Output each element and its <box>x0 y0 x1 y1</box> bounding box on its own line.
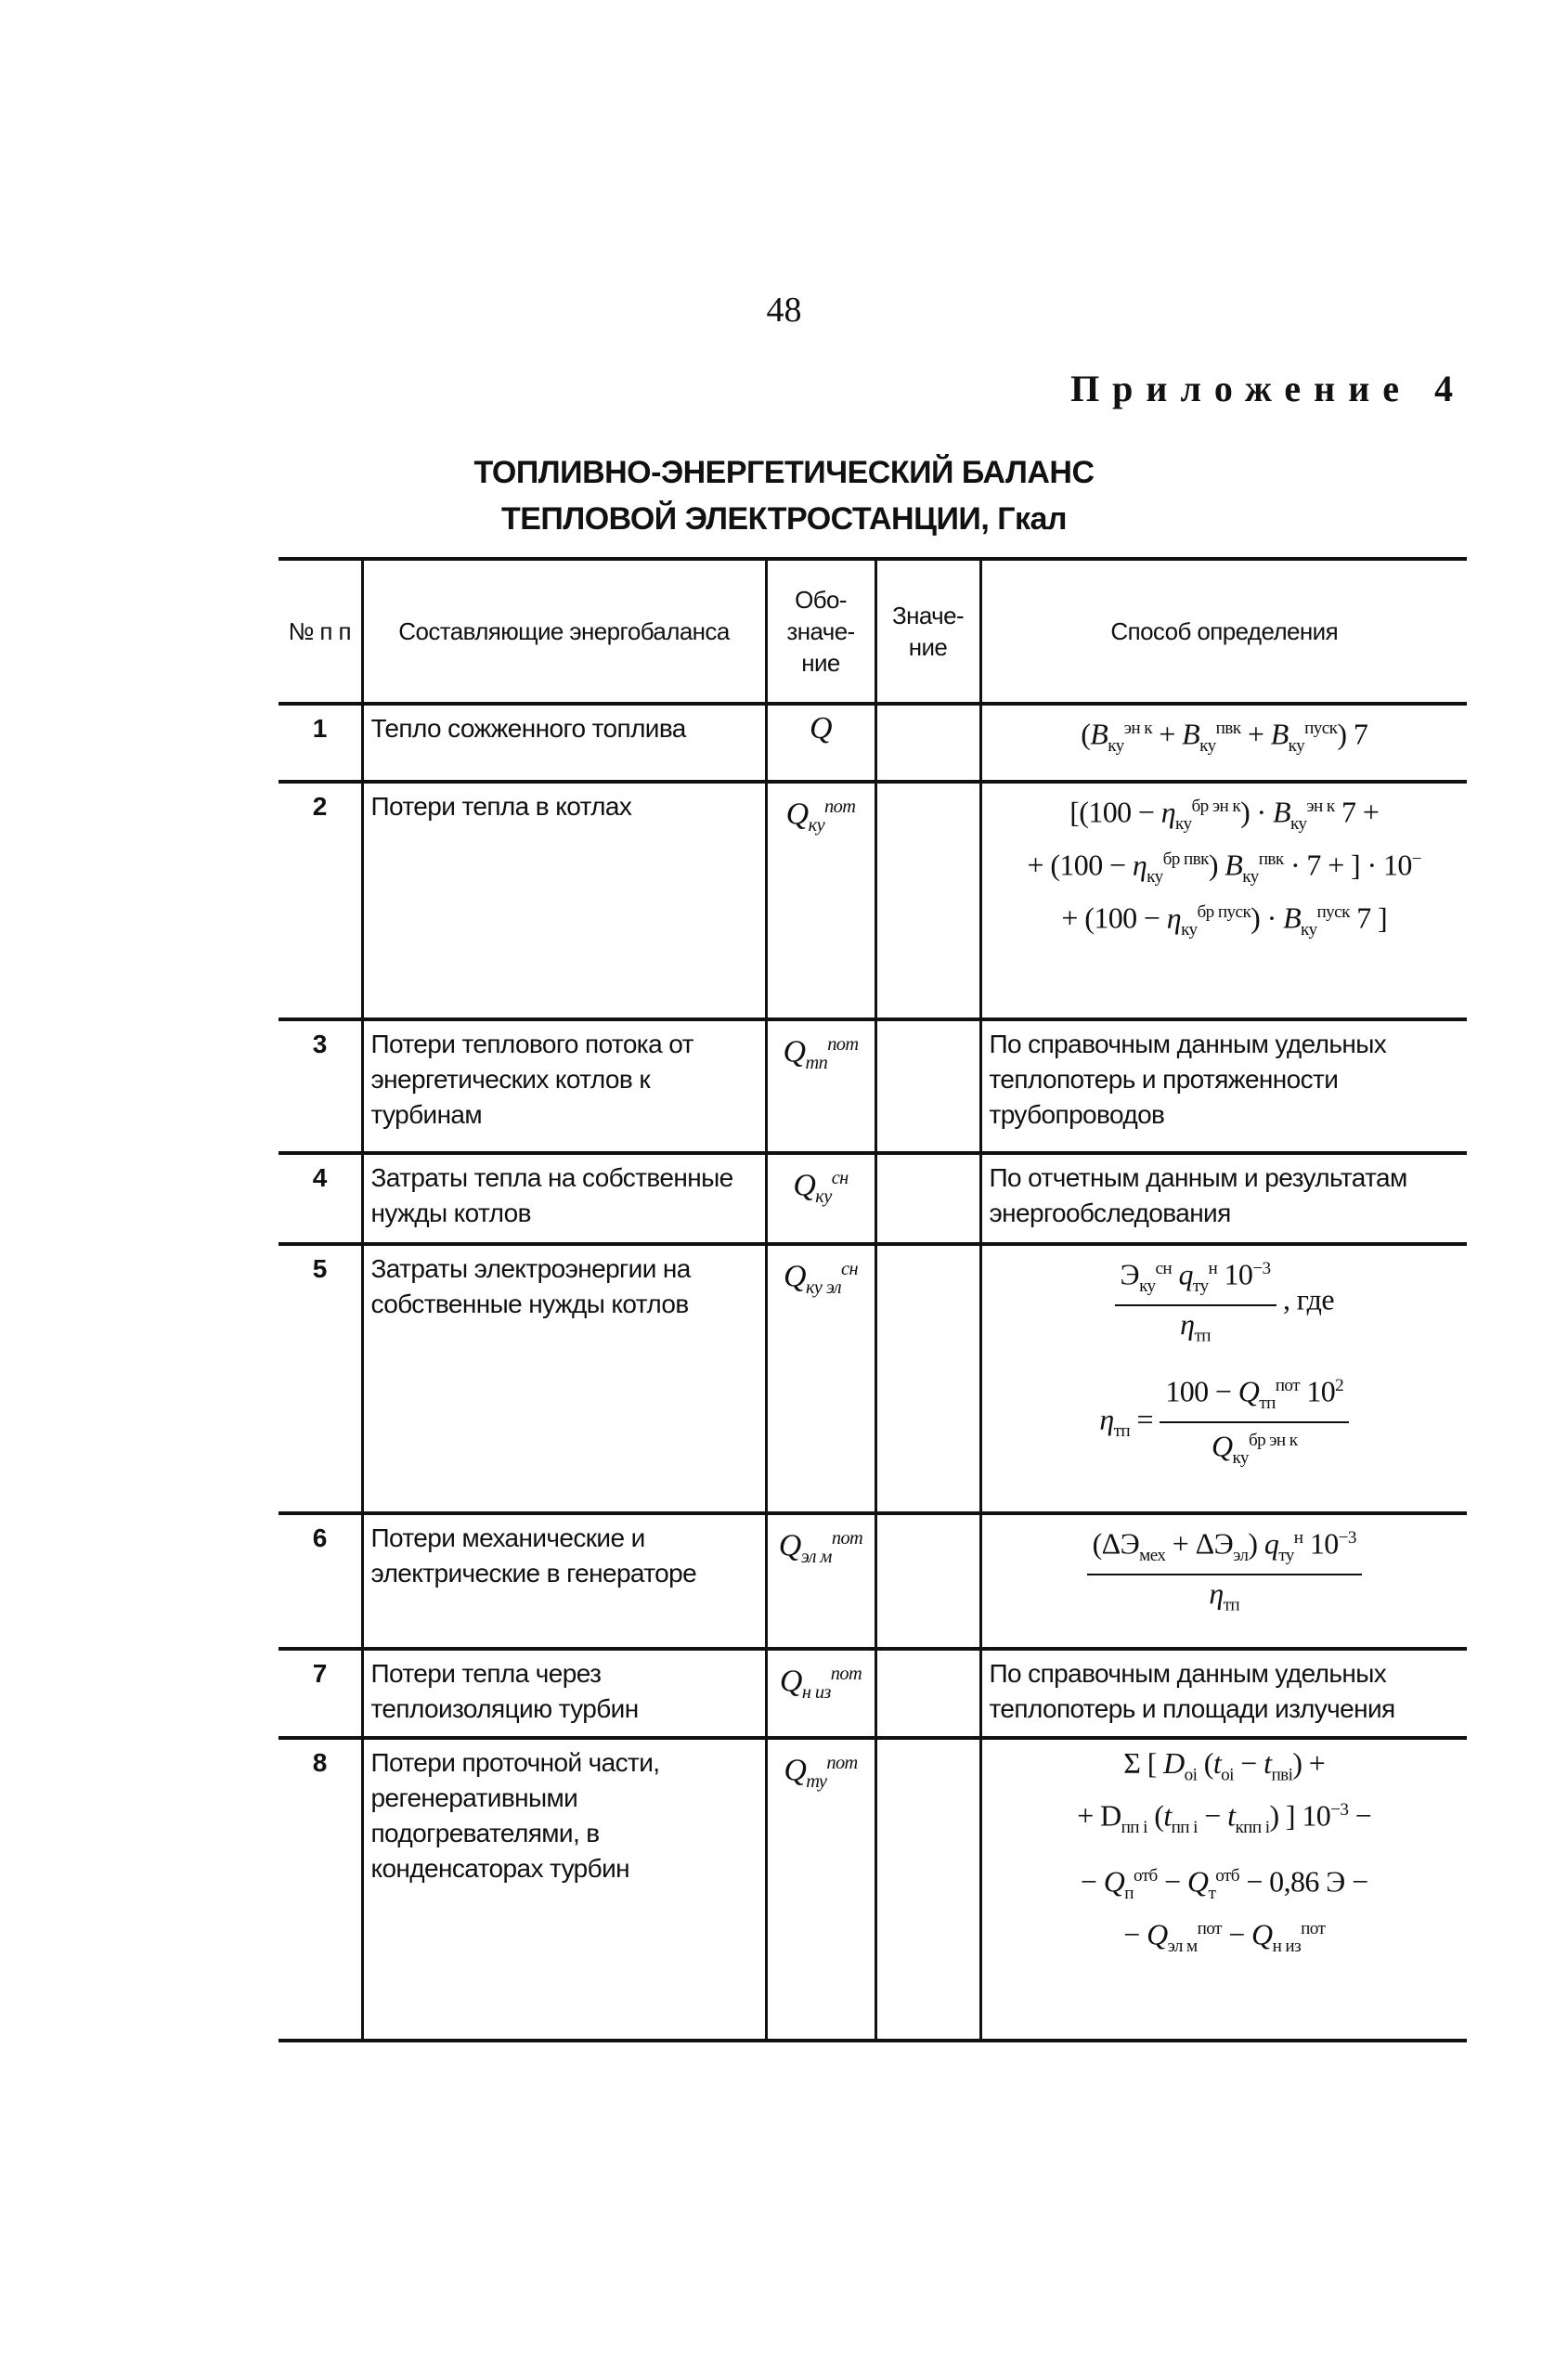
row-value <box>875 1738 980 2041</box>
row-component: Потери проточной части, регенеративными подогревателями, в конденсаторах турбин <box>362 1738 766 2041</box>
row-value <box>875 782 980 1019</box>
table-row <box>279 1019 1467 1153</box>
appendix-label: Приложение 4 <box>1070 368 1466 409</box>
table-row <box>279 1649 1467 1738</box>
row-method: По справочным данным удельных теплопотерь и площади излучения <box>980 1649 1467 1738</box>
header-value: Значе-ние <box>875 559 980 704</box>
row-component: Затраты электроэнергии на собственные нужды котлов <box>362 1244 766 1513</box>
row-method-formula: $\frac{(\Delta Э_{мех} + \Delta Э_{эл}) q_{ту}^н 10^{-3}}{\eta_{тп}}$ <box>980 1513 1467 1649</box>
row-value <box>875 1019 980 1153</box>
row-value <box>875 1153 980 1244</box>
document-title-line2: ТЕПЛОВОЙ ЭЛЕКТРОСТАНЦИИ, Гкал <box>500 501 1068 537</box>
row-symbol: $Q_{н из}^{пот}$ <box>766 1649 875 1738</box>
header-num: № п п <box>279 559 362 704</box>
row-symbol: $Q_{ку эл}^{сн}$ <box>766 1244 875 1513</box>
row-number: 8 <box>279 1738 362 2041</box>
table-row <box>279 1738 1467 2041</box>
header-method: Способ определения <box>980 559 1467 704</box>
row-symbol: Q <box>766 704 875 782</box>
document-title-line1: ТОПЛИВНО-ЭНЕРГЕТИЧЕСКИЙ БАЛАНС <box>473 455 1095 490</box>
row-value <box>875 1513 980 1649</box>
row-component: Затраты тепла на собственные нужды котлов <box>362 1153 766 1244</box>
row-symbol: $Q_{эл м}^{пот}$ <box>766 1513 875 1649</box>
row-symbol: $Q_{ту}^{пот}$ <box>766 1738 875 2041</box>
row-number: 3 <box>279 1019 362 1153</box>
table-header-row <box>279 559 1467 704</box>
header-component: Составляющие энергобаланса <box>362 559 766 704</box>
row-value <box>875 1649 980 1738</box>
row-method-formula: $(B_{ку}^{эн к} + B_{ку}^{пвк} + B_{ку}^{пуск})$ 7 <box>980 704 1467 782</box>
row-number: 4 <box>279 1153 362 1244</box>
table-row <box>279 782 1467 1019</box>
row-symbol: $Q_{тп}^{пот}$ <box>766 1019 875 1153</box>
header-symbol: Обо-значе-ние <box>766 559 875 704</box>
row-component: Потери механические и электрические в генераторе <box>362 1513 766 1649</box>
table-row <box>279 1244 1467 1513</box>
row-value <box>875 1244 980 1513</box>
row-component: Потери теплового потока от энергетических котлов к турбинам <box>362 1019 766 1153</box>
energy-balance-table <box>279 557 1467 2042</box>
row-component: Тепло сожженного топлива <box>362 704 766 782</box>
row-method: По справочным данным удельных теплопотерь и протяженности трубопроводов <box>980 1019 1467 1153</box>
row-value <box>875 704 980 782</box>
row-method-formula: Σ [ $D_{oi}$ $(t_{oi} - t_{пвi})$ + + $D_{пп i}$ $(t_{пп i} - t_{кпп i})$ ] $10^{-3}$ − − $Q_п^{отб} - Q_т^{отб} - 0,86$ Э − − $Q_{эл м}^{пот} - Q_{н из}^{пот}$ <box>980 1738 1467 2041</box>
row-method-formula: $\frac{Э_{ку}^{сн} q_{ту}^н 10^{-3}}{\eta_{тп}}$ , где $\eta_{тп}$ = $\frac{100 - Q_{тп}^{пот} 10^2}{Q_{ку}^{бр эн к}}$ <box>980 1244 1467 1513</box>
row-component: Потери тепла в котлах <box>362 782 766 1019</box>
row-symbol: $Q_{ку}^{пот}$ <box>766 782 875 1019</box>
row-number: 7 <box>279 1649 362 1738</box>
table-row <box>279 704 1467 782</box>
table-row <box>279 1513 1467 1649</box>
page-number: 48 <box>766 291 802 330</box>
row-method-formula: [$(100 - \eta_{ку}^{бр эн к}) \cdot B_{ку}^{эн к}$ 7 + + $(100 - \eta_{ку}^{бр пвк})$ $B_{ку}^{пвк} \cdot 7$ + ] · 10− + $(100 - \eta_{ку}^{бр пуск}) \cdot B_{ку}^{пуск}$ 7 ] <box>980 782 1467 1019</box>
row-number: 2 <box>279 782 362 1019</box>
row-symbol: $Q_{ку}^{сн}$ <box>766 1153 875 1244</box>
table-row <box>279 1153 1467 1244</box>
row-number: 1 <box>279 704 362 782</box>
row-number: 6 <box>279 1513 362 1649</box>
row-component: Потери тепла через теплоизоляцию турбин <box>362 1649 766 1738</box>
row-method: По отчетным данным и результатам энергообследования <box>980 1153 1467 1244</box>
row-number: 5 <box>279 1244 362 1513</box>
